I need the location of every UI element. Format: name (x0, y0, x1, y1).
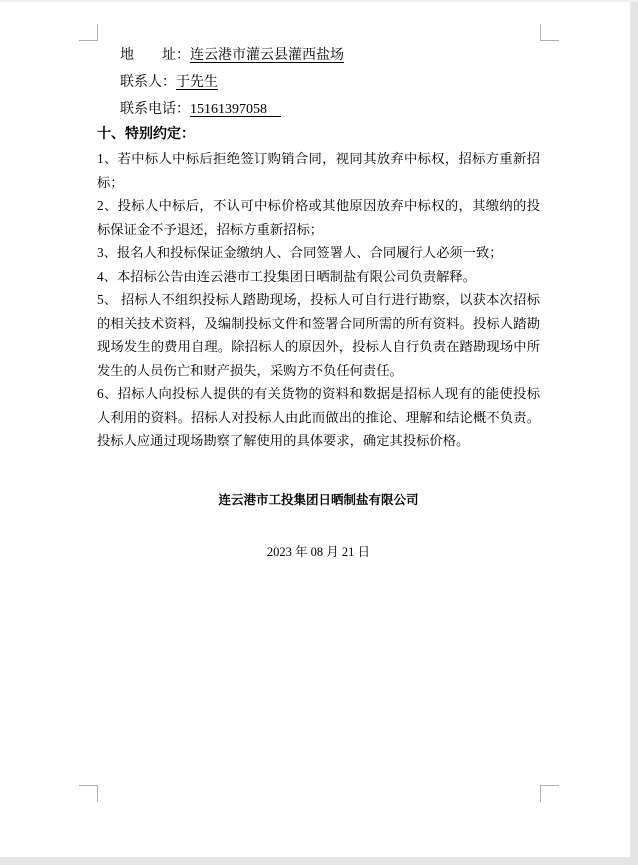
contact-person-line (120, 69, 540, 96)
contact-person-label: 联系人： (120, 75, 176, 90)
page-edge-bottom (0, 857, 638, 865)
clause-paragraph-6: 6、招标人向投标人提供的有关货物的资料和数据是招标人现有的能使投标人利用的资料。招标人对投标人由此而做出的推论、理解和结论概不负责。投标人应通过现场勘察了解使用的具体要求，确定其投标价格。 (97, 386, 540, 448)
clause-paragraph-5: 5、 招标人不组织投标人踏勘现场，投标人可自行进行勘察，以获本次招标的相关技术资料，及编制投标文件和签署合同所需的所有资料。投标人踏勘现场发生的费用自理。除招标人的原因外，投标人自行负责在踏勘现场中所发生的人员伤亡和财产损失，采购方不负任何责任。 (97, 292, 540, 378)
clause-paragraph-4: 4、本招标公告由连云港市工投集团日晒制盐有限公司负责解释。 (97, 268, 476, 284)
crop-mark-bottom-right-icon (540, 785, 559, 802)
address-label: 地 址： (120, 48, 190, 63)
crop-mark-top-left-icon (79, 24, 98, 41)
signature-date: 2023 年 08 月 21 日 (266, 544, 371, 559)
document-body (97, 40, 540, 562)
clause-paragraph-3: 3、报名人和投标保证金缴纳人、合同签署人、合同履行人必须一致； (97, 245, 503, 260)
phone-value: 15161397058 (190, 102, 281, 117)
clause-paragraph-2: 2、投标人中标后，不认可中标价格或其他原因放弃中标权的，其缴纳的投标保证金不予退还，招标方重新招标； (97, 198, 540, 237)
contact-person-value: 于先生 (176, 75, 218, 90)
page-edge-right (630, 2, 638, 865)
contact-block (120, 42, 540, 123)
clause-paragraph-1: 1、若中标人中标后拒绝签订购销合同，视同其放弃中标权，招标方重新招标； (97, 151, 540, 190)
page-edge-top (0, 0, 638, 2)
signature-company: 连云港市工投集团日晒制盐有限公司 (218, 492, 419, 507)
crop-mark-top-right-icon (540, 24, 559, 41)
address-value: 连云港市灌云县灌西盐场 (190, 48, 344, 63)
phone-line (120, 96, 540, 123)
phone-label: 联系电话： (120, 102, 190, 117)
section-heading: 十、特别约定： (97, 127, 195, 142)
crop-mark-bottom-left-icon (79, 785, 98, 802)
address-line (120, 42, 540, 69)
